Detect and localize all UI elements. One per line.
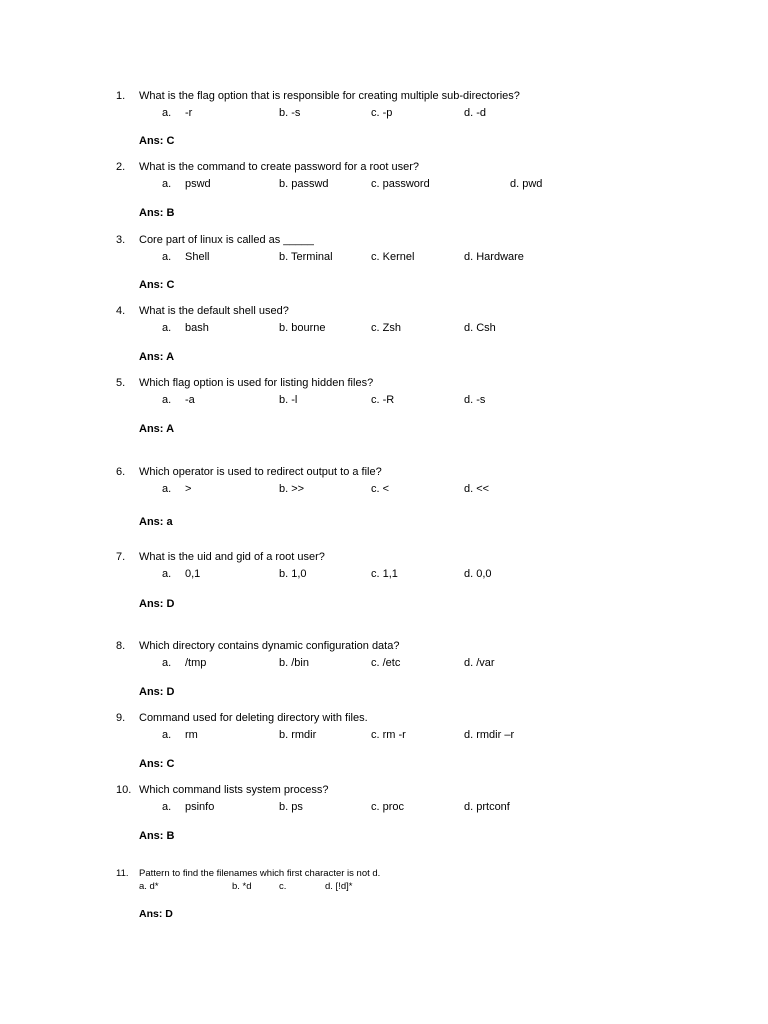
option-c: c. Zsh [371,322,401,334]
option-a-letter: a. [162,729,172,741]
option-a-letter: a. [162,178,172,190]
option-a-letter: a. [162,322,172,334]
option-a-letter: a. [162,251,172,263]
option-a-letter: a. [162,483,172,495]
option-d: d. rmdir –r [464,729,515,741]
question-text: Pattern to find the filenames which first character is not d. [139,868,381,879]
option-a-letter: a. [162,568,172,580]
option-d: d. << [464,483,490,495]
question-text: What is the uid and gid of a root user? [139,551,325,563]
option-b: b. ps [279,801,303,813]
option-a: > [185,483,192,495]
answer: Ans: A [139,423,175,435]
question-text: Core part of linux is called as _____ [139,234,314,246]
option-a: psinfo [185,801,215,813]
option-c: c. password [371,178,430,190]
answer: Ans: B [139,830,175,842]
question-number: 8. [116,640,126,652]
answer: Ans: C [139,279,175,291]
answer: Ans: D [139,598,175,610]
option-a: a. d* [139,881,159,892]
option-c: c. -p [371,107,393,119]
option-d: d. pwd [510,178,543,190]
answer: Ans: D [139,686,175,698]
question-number: 4. [116,305,126,317]
question-number: 5. [116,377,126,389]
answer: Ans: B [139,207,175,219]
option-c: c. rm -r [371,729,406,741]
question-text: Which command lists system process? [139,784,329,796]
answer: Ans: D [139,908,173,920]
option-a: pswd [185,178,211,190]
question-text: What is the flag option that is responsible for creating multiple sub-directories? [139,90,520,102]
option-c: c. [279,881,287,892]
option-c: c. proc [371,801,405,813]
option-d: d. -d [464,107,487,119]
option-a-letter: a. [162,657,172,669]
option-a: bash [185,322,209,334]
option-b: b. bourne [279,322,326,334]
option-d: d. -s [464,394,486,406]
option-c: c. /etc [371,657,401,669]
answer: Ans: A [139,351,175,363]
option-a-letter: a. [162,107,172,119]
question-text: Which operator is used to redirect output to a file? [139,466,382,478]
option-c: c. 1,1 [371,568,398,580]
option-a-letter: a. [162,394,172,406]
option-d: d. [!d]* [325,881,353,892]
option-a: /tmp [185,657,207,669]
option-d: d. 0,0 [464,568,492,580]
option-b: b. /bin [279,657,309,669]
option-d: d. Hardware [464,251,524,263]
option-b: b. -l [279,394,298,406]
question-number: 7. [116,551,126,563]
option-a: -r [185,107,193,119]
option-a: rm [185,729,198,741]
answer: Ans: C [139,758,175,770]
option-c: c. Kernel [371,251,415,263]
option-d: d. /var [464,657,495,669]
answer: Ans: C [139,135,175,147]
question-text: What is the command to create password for a root user? [139,161,420,173]
option-a: 0,1 [185,568,201,580]
question-text: Which directory contains dynamic configuration data? [139,640,400,652]
question-number: 2. [116,161,126,173]
option-a: Shell [185,251,210,263]
option-b: b. >> [279,483,305,495]
option-b: b. passwd [279,178,329,190]
option-c: c. -R [371,394,395,406]
question-number: 3. [116,234,126,246]
option-a: -a [185,394,195,406]
option-b: b. Terminal [279,251,333,263]
question-number: 6. [116,466,126,478]
question-number: 11. [116,868,129,879]
question-text: Which flag option is used for listing hidden files? [139,377,374,389]
question-text: Command used for deleting directory with files. [139,712,368,724]
answer: Ans: a [139,516,173,528]
option-c: c. < [371,483,390,495]
question-text: What is the default shell used? [139,305,289,317]
question-number: 10. [116,784,132,796]
option-d: d. prtconf [464,801,510,813]
option-b: b. rmdir [279,729,317,741]
option-a-letter: a. [162,801,172,813]
option-d: d. Csh [464,322,496,334]
option-b: b. *d [232,881,252,892]
question-number: 1. [116,90,126,102]
option-b: b. -s [279,107,301,119]
question-number: 9. [116,712,126,724]
option-b: b. 1,0 [279,568,307,580]
